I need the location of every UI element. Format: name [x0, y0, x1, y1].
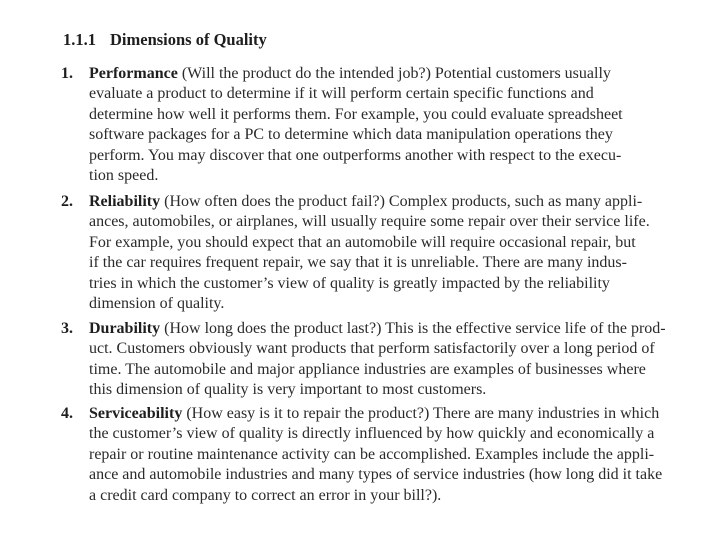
- item-line: time. The automobile and major appliance industries are examples of businesses where: [89, 360, 646, 378]
- item-line: the customer’s view of quality is directly influenced by how quickly and economically a: [89, 425, 655, 443]
- item-line: uct. Customers obviously want products that perform satisfactorily over a long period of: [89, 340, 655, 358]
- item-text: (How often does the product fail?) Complex products, such as many appli-: [160, 193, 643, 210]
- item-term: Serviceability: [89, 405, 183, 422]
- item-line: repair or routine maintenance activity can be accomplished. Examples include the appli-: [89, 445, 655, 463]
- item-number: 2.: [61, 193, 73, 210]
- item-number: 4.: [61, 405, 73, 422]
- item-line: tries in which the customer’s view of quality is greatly impacted by the reliability: [89, 274, 610, 292]
- item-term: Reliability: [89, 193, 161, 210]
- item-line: if the car requires frequent repair, we say that it is unreliable. There are many indus-: [89, 254, 627, 272]
- item-line: For example, you should expect that an automobile will require occasional repair, but: [89, 233, 636, 251]
- item-text: (How long does the product last?) This is the effective service life of the prod-: [160, 320, 666, 337]
- item-line: this dimension of quality is very important to most customers.: [89, 381, 487, 399]
- item-term: Durability: [89, 320, 161, 337]
- item-line: tion speed.: [89, 167, 159, 184]
- item-line: dimension of quality.: [89, 295, 225, 312]
- item-number: 1.: [61, 65, 73, 82]
- item-line: [89, 192, 642, 212]
- item-number: 3.: [61, 320, 73, 337]
- item-term: Performance: [89, 65, 178, 82]
- item-text: (How easy is it to repair the product?) There are many industries in which: [182, 405, 660, 422]
- item-line: a credit card company to correct an error in your bill?).: [89, 486, 442, 504]
- section-heading: [63, 30, 267, 50]
- item-line: [89, 404, 659, 424]
- section-number: 1.1.1: [63, 30, 96, 49]
- section-title: Dimensions of Quality: [110, 30, 267, 49]
- item-line: ances, automobiles, or airplanes, will usually require some repair over their service life.: [89, 213, 650, 231]
- item-line: ance and automobile industries and many types of service industries (how long did it take: [89, 466, 663, 484]
- item-text: (Will the product do the intended job?) Potential customers usually: [177, 65, 611, 82]
- item-line: [89, 319, 666, 339]
- item-line: perform. You may discover that one outperforms another with respect to the execu-: [89, 146, 622, 164]
- item-line: determine how well it performs them. For example, you could evaluate spreadsheet: [89, 105, 623, 123]
- item-line: evaluate a product to determine if it will perform certain specific functions and: [89, 85, 594, 103]
- item-line: software packages for a PC to determine which data manipulation operations they: [89, 126, 613, 144]
- item-line: [89, 64, 611, 84]
